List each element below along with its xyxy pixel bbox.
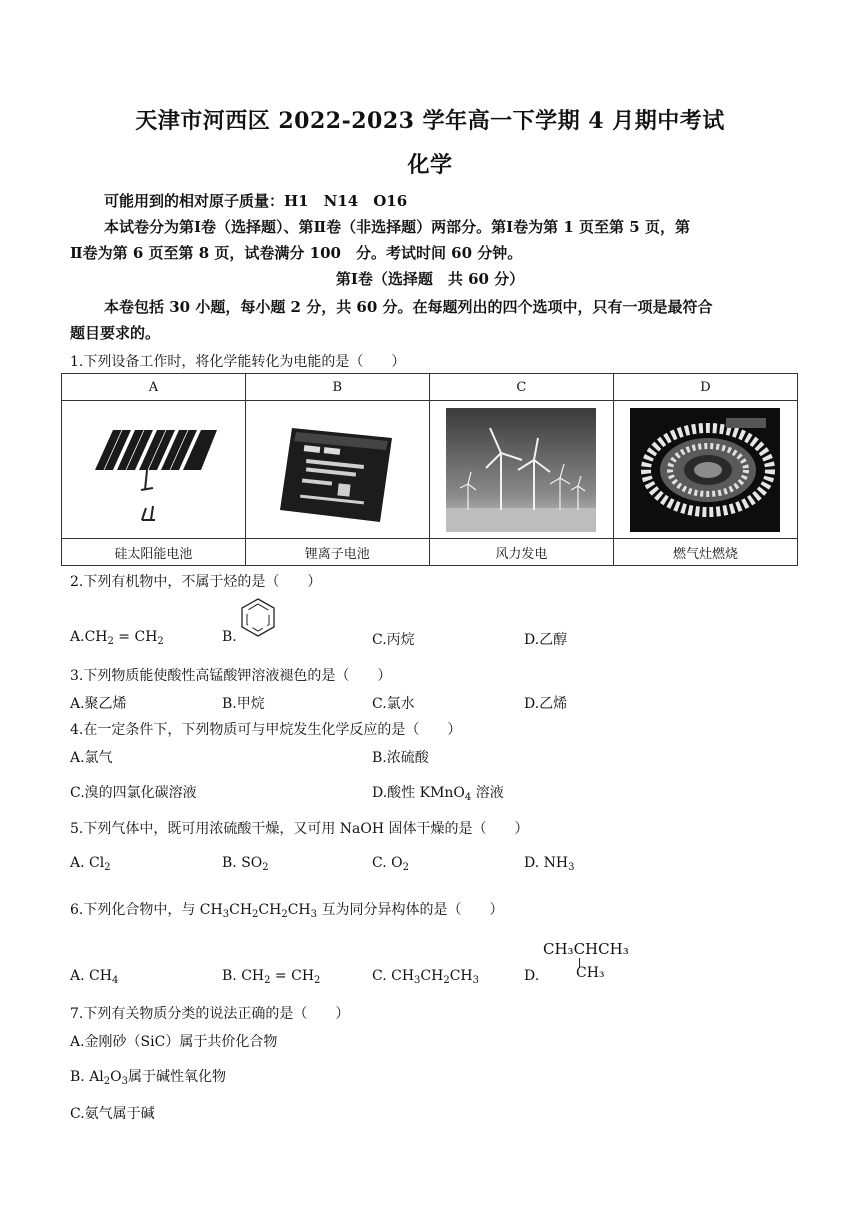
q1-image-cell-d	[613, 401, 797, 539]
question-6-option-a: A. $CH_4$	[70, 968, 119, 986]
section-instructions-line2: 题目要求的。	[70, 324, 161, 342]
q1-header-c: C	[429, 374, 613, 401]
question-7-option-a: A.金刚砂（SiC）属于共价化合物	[70, 1034, 278, 1050]
exam-title: 天津市河西区 2022-2023 学年高一下学期 4 月期中考试	[135, 108, 725, 134]
question-7-option-c: C.氨气属于碱	[70, 1106, 155, 1122]
question-4-option-a: A.氯气	[70, 750, 113, 766]
benzene-ring-icon	[238, 596, 278, 640]
subject-title: 化学	[407, 152, 453, 178]
q1-caption-c: 风力发电	[429, 539, 613, 566]
question-4-stem: 4.在一定条件下，下列物质可与甲烷发生化学反应的是（ ）	[70, 722, 462, 738]
q1-caption-d: 燃气灶燃烧	[613, 539, 797, 566]
atomic-mass-line: 可能用到的相对原子质量：H1 N14 O16	[104, 192, 408, 210]
exam-description-line2: Ⅱ卷为第 6 页至第 8 页，试卷满分 100 分。考试时间 60 分钟。	[70, 244, 523, 262]
question-6-option-b: B. $CH_2 = CH_2$	[222, 968, 321, 986]
section-instructions-line1: 本卷包括 30 小题，每小题 2 分，共 60 分。在每题列出的四个选项中，只有一项是最符合	[104, 298, 713, 316]
question-1-stem: 1.下列设备工作时，将化学能转化为电能的是（ ）	[70, 354, 406, 370]
question-4-option-c: C.溴的四氯化碳溶液	[70, 785, 197, 801]
question-2-option-c: C.丙烷	[372, 632, 415, 648]
gas-stove-image	[630, 408, 780, 532]
question-3-option-b: B.甲烷	[222, 696, 265, 712]
question-2-option-b: B.	[222, 629, 237, 645]
question-6-option-d: D.	[524, 968, 540, 984]
question-3-stem: 3.下列物质能使酸性高锰酸钾溶液褪色的是（ ）	[70, 668, 392, 684]
question-5-option-c: C. $O_2$	[372, 855, 409, 873]
question-7-stem: 7.下列有关物质分类的说法正确的是（ ）	[70, 1006, 350, 1022]
question-5-option-a: A. $Cl_2$	[70, 855, 111, 873]
question-6-option-c: C. $CH_3CH_2CH_3$	[372, 968, 480, 986]
solar-panel-image	[83, 410, 223, 530]
question-4-option-b: B.浓硫酸	[372, 750, 429, 766]
question-2-stem: 2.下列有机物中，不属于烃的是（ ）	[70, 574, 322, 590]
q1-image-cell-b	[245, 401, 429, 539]
q1-header-d: D	[613, 374, 797, 401]
q1-image-cell-a	[62, 401, 246, 539]
q1-caption-a: 硅太阳能电池	[62, 539, 246, 566]
question-7-option-b: B. $Al_2O_3$属于碱性氧化物	[70, 1069, 227, 1087]
q1-header-b: B	[245, 374, 429, 401]
question-3-option-d: D.乙烯	[524, 696, 568, 712]
lithium-battery-image	[262, 410, 412, 530]
question-3-option-c: C.氯水	[372, 696, 415, 712]
question-4-option-d: D.酸性 KMnO$_4$ 溶液	[372, 785, 504, 803]
question-2-option-d: D.乙醇	[524, 632, 568, 648]
question-3-option-a: A.聚乙烯	[70, 696, 127, 712]
question-5-option-d: D. $NH_3$	[524, 855, 575, 873]
section-title: 第Ⅰ卷（选择题 共 60 分）	[335, 270, 525, 288]
isobutane-structure-branch: CH₃	[576, 965, 605, 981]
question-2-option-a: $A.CH_2 = CH_2$	[70, 629, 164, 647]
q1-caption-b: 锂离子电池	[245, 539, 429, 566]
question-5-stem: 5.下列气体中，既可用浓硫酸干燥，又可用 NaOH 固体干燥的是（ ）	[70, 821, 529, 837]
question-1-table	[61, 373, 798, 566]
wind-turbine-image	[446, 408, 596, 532]
question-6-stem: 6.下列化合物中，与 $CH_3CH_2CH_2CH_3$ 互为同分异构体的是（ ）	[70, 902, 504, 920]
exam-description-line1: 本试卷分为第Ⅰ卷（选择题）、第Ⅱ卷（非选择题）两部分。第Ⅰ卷为第 1 页至第 5 页，第	[104, 218, 690, 236]
question-5-option-b: B. $SO_2$	[222, 855, 269, 873]
q1-header-a: A	[62, 374, 246, 401]
isobutane-structure-main: CH₃CHCH₃	[543, 940, 629, 958]
q1-image-cell-c	[429, 401, 613, 539]
